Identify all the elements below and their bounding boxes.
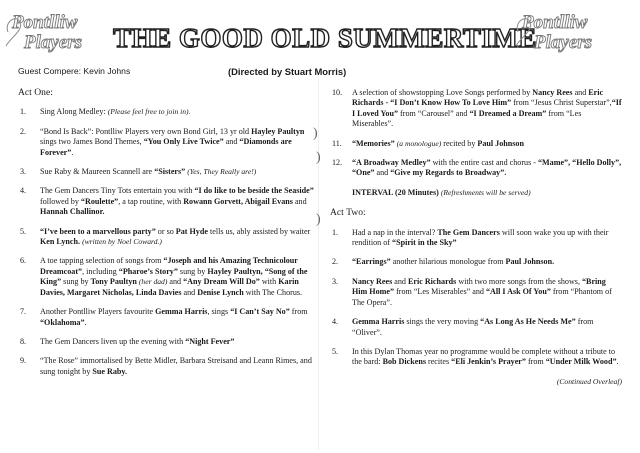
item-text-segment: Bob Dickens: [382, 357, 426, 367]
item-text-segment: with two more songs from the shows,: [456, 276, 582, 286]
programme-item: [330, 139, 622, 149]
item-text-segment: “Spirit in the Sky”: [392, 238, 457, 248]
item-number: 3.: [20, 167, 27, 177]
item-text-segment: “Sisters”: [154, 167, 186, 177]
item-text-segment: from “Les Miserables” and: [394, 287, 486, 297]
interval-label: INTERVAL (20 Minutes): [352, 187, 439, 197]
item-text-segment: Paul Johnson: [477, 138, 524, 148]
item-number: 9.: [20, 356, 27, 366]
item-number: 1.: [332, 227, 339, 237]
item-number: 8.: [20, 336, 27, 346]
fold-mark: ): [313, 126, 318, 141]
page-fold: [318, 80, 319, 450]
logo-line2: Players: [24, 32, 83, 53]
item-text-segment: .: [84, 317, 87, 327]
item-text-segment: “A Broadway Medley”: [352, 158, 431, 168]
item-text-segment: “Bring Him Home”: [352, 276, 606, 297]
item-text-segment: another hilarious monologue from: [390, 257, 506, 267]
programme-item: [18, 127, 318, 158]
item-text-segment: and: [392, 276, 408, 286]
item-text-segment: from “Les Miserables”.: [352, 108, 582, 129]
item-text-segment: Hayley Paultyn, “Song of the King”: [40, 266, 308, 287]
item-text-segment: “All I Ask Of You”: [485, 287, 551, 297]
item-text: [40, 167, 318, 177]
item-text: [352, 257, 622, 267]
item-text-segment: A toe tapping selection of songs from: [40, 256, 164, 266]
logo-line1: Pontlliw: [12, 12, 78, 33]
programme-item: [18, 256, 318, 298]
item-number: 3.: [332, 276, 339, 286]
director-credit: (Directed by Stuart Morris): [228, 66, 347, 77]
item-text-segment: from “Carousel” and: [398, 108, 470, 118]
pontlliw-players-logo-right: [512, 8, 632, 54]
item-text-segment: sung by: [177, 266, 208, 276]
item-text-segment: “Night Fever”: [185, 336, 235, 346]
item-text-segment: .: [616, 357, 619, 367]
item-text-segment: “You Only Live Twice”: [143, 137, 224, 147]
item-text-segment: from: [525, 357, 546, 367]
item-text-segment: from: [289, 307, 308, 317]
item-number: 12.: [332, 158, 343, 168]
programme-item: [18, 337, 318, 347]
continued-note: (Continued Overleaf): [556, 376, 622, 386]
item-text-segment: “I’ve been to a marvellous party”: [40, 226, 156, 236]
right-column: [330, 88, 622, 387]
item-number: 1.: [20, 107, 27, 117]
item-text-segment: Rowann Gorvett, Abigail Evans: [183, 196, 293, 206]
item-text-segment: In this Dylan Thomas year no programme would be complete without a tribute to the bard:: [352, 346, 616, 367]
pontlliw-players-logo-left: [2, 8, 122, 54]
item-text-segment: Sue Raby.: [92, 366, 128, 376]
item-text-segment: “The Rose” immortalised by Bette Midler, Barbara Streisand and Leann Rimes, and sung tonight by: [40, 356, 312, 376]
item-text-segment: with: [259, 277, 279, 287]
item-text-segment: , a tap routine, with: [118, 196, 184, 206]
item-text-segment: and: [292, 196, 307, 206]
interval-note: (Refreshments will be served): [440, 187, 531, 197]
item-text-segment: and: [223, 137, 240, 147]
item-text-segment: “As Long As He Needs Me”: [480, 317, 576, 327]
item-text-segment: Sue Raby & Maureen Scannell are: [40, 167, 155, 177]
item-text-segment: , including: [82, 266, 119, 276]
item-text-segment: recites: [425, 357, 452, 367]
programme-item: [330, 257, 622, 267]
item-text-segment: “Bond Is Back”: Pontlliw Players very own Bond Girl, 13 yr old: [40, 126, 252, 136]
item-text-segment: sung by: [61, 277, 91, 287]
item-text-segment: Sing Along Medley:: [40, 107, 108, 117]
item-text-segment: Gemma Harris: [352, 317, 405, 327]
item-text-segment: Pat Hyde: [175, 226, 208, 236]
programme-item: [18, 107, 318, 117]
item-text-segment: “Roulette”: [80, 196, 119, 206]
item-text-segment: The Gem Dancers Tiny Tots entertain you with: [40, 186, 195, 196]
act-one-list: [18, 107, 318, 377]
item-text: [40, 337, 318, 347]
item-number: 5.: [332, 346, 339, 356]
item-text: [352, 158, 622, 179]
programme-item: [18, 186, 318, 217]
item-text-segment: will soon wake you up with their rendition of: [352, 227, 609, 248]
item-number: 6.: [20, 256, 27, 266]
act-one-cont-list: [330, 88, 622, 179]
fold-mark: ): [316, 212, 321, 227]
programme-item: [18, 227, 318, 248]
item-text: [352, 228, 622, 249]
act-one-column: [18, 88, 318, 386]
item-text-segment: (Yes, They Really are!): [187, 167, 257, 177]
item-text-segment: (Please feel free to join in).: [107, 107, 191, 117]
programme-item: [330, 158, 622, 179]
item-text-segment: from “Jesus Christ Superstar”,: [511, 98, 612, 108]
guest-compere: Guest Compere: Kevin Johns: [18, 66, 131, 76]
item-text-segment: and: [374, 168, 391, 178]
item-text: [40, 256, 318, 298]
show-title-banner: [113, 14, 537, 58]
item-number: 10.: [332, 88, 343, 97]
item-number: 11.: [332, 138, 342, 148]
item-text-segment: “If I Loved You”: [352, 98, 622, 118]
item-text-segment: Denise Lynch: [197, 287, 244, 297]
item-text-segment: sings the very moving: [404, 317, 481, 327]
item-number: 5.: [20, 226, 27, 236]
item-number: 2.: [20, 126, 27, 136]
item-text-segment: Nancy Rees: [532, 88, 573, 97]
item-text-segment: or so: [155, 226, 176, 236]
item-text-segment: Had a nap in the interval?: [352, 227, 438, 237]
item-text-segment: Hayley Paultyn: [251, 126, 305, 136]
item-text-segment: The Gem Dancers: [437, 227, 500, 237]
item-text-segment: “Any Dream Will Do”: [183, 277, 260, 287]
item-text-segment: Hannah Challinor.: [40, 207, 105, 217]
item-number: 4.: [332, 317, 339, 327]
item-text-segment: tells us, ably assisted by waiter: [207, 226, 311, 236]
item-text-segment: Tony Paultyn: [90, 277, 137, 287]
item-text-segment: “Under Milk Wood”: [545, 357, 617, 367]
item-text-segment: “Joseph and his Amazing Technicolour Dreamcoat”: [40, 256, 298, 276]
item-text-segment: followed by: [40, 196, 81, 206]
programme-item: [18, 167, 318, 177]
item-text-segment: Nancy Rees: [352, 276, 393, 286]
item-text-segment: Paul Johnson.: [505, 257, 555, 267]
item-text: [352, 139, 622, 149]
item-text-segment: Eric Richards: [407, 276, 457, 286]
item-text: [40, 107, 318, 117]
item-text-segment: Eric Richards - “I Don’t Know How To Love Him”: [352, 88, 604, 108]
item-text-segment: and: [167, 277, 184, 287]
item-text-segment: “Memories”: [352, 138, 395, 148]
programme-item: [18, 356, 318, 377]
item-text-segment: from “Oliver”.: [352, 317, 594, 337]
programme-item: [330, 317, 622, 338]
item-text-segment: (her dad): [138, 277, 168, 287]
programme-item: [330, 277, 622, 308]
item-text-segment: and: [181, 287, 198, 297]
item-text-segment: “Pharoe’s Story”: [118, 266, 178, 276]
item-text-segment: “I Can’t Say No”: [230, 307, 290, 317]
act-two-heading: Act Two:: [330, 207, 366, 219]
item-text-segment: recited by: [441, 138, 478, 148]
act-one-heading: Act One:: [18, 87, 53, 98]
item-number: 4.: [20, 186, 27, 196]
fold-mark: ): [316, 150, 321, 165]
show-title: THE GOOD OLD SUMMERTIME: [113, 23, 537, 53]
item-text-segment: “I do like to be beside the Seaside”: [194, 186, 314, 196]
item-text-segment: and: [572, 88, 589, 97]
interval-line: [330, 188, 622, 198]
item-text-segment: “Give my Regards to Broadway”.: [390, 168, 507, 178]
item-text-segment: (written by Noel Coward.): [82, 237, 162, 247]
item-text-segment: “I Dreamed a Dream”: [469, 108, 547, 118]
item-text-segment: sings two James Bond Themes,: [40, 137, 144, 147]
item-text-segment: “Earrings”: [352, 257, 391, 267]
item-text-segment: “Mame”, “Hello Dolly”, “One”: [352, 158, 622, 178]
item-text-segment: “Eli Jenkin’s Prayer”: [451, 357, 526, 367]
logo-line1: Pontlliw: [522, 12, 588, 33]
item-text-segment: Another Pontlliw Players favourite: [40, 307, 156, 317]
item-text-segment: with The Chorus.: [243, 287, 303, 297]
item-text-segment: (a monologue): [396, 138, 442, 148]
item-text-segment: The Gem Dancers liven up the evening with: [40, 336, 186, 346]
item-text-segment: Gemma Harris: [155, 307, 208, 317]
item-text: [40, 127, 318, 158]
programme-item: [330, 228, 622, 249]
item-text-segment: “Diamonds are Forever”: [40, 137, 292, 157]
item-text: [352, 347, 622, 368]
item-number: 7.: [20, 307, 27, 317]
item-text-segment: Karin Davies, Margaret Nicholas, Linda Davies: [40, 277, 299, 297]
item-text: [40, 186, 318, 217]
item-text: [352, 277, 622, 308]
item-text-segment: .: [71, 147, 74, 157]
item-text-segment: with the entire cast and chorus -: [430, 158, 538, 168]
item-text: [352, 317, 622, 338]
programme-item: [18, 307, 318, 328]
item-number: 2.: [332, 257, 339, 267]
act-two-list: [330, 228, 622, 368]
item-text: [352, 88, 622, 130]
item-text-segment: “Oklahoma”: [40, 317, 85, 327]
item-text-segment: A selection of showstopping Love Songs performed by: [352, 88, 533, 97]
programme-item: [330, 88, 622, 130]
item-text: [40, 227, 318, 248]
item-text-segment: from “Phantom of The Opera”.: [352, 287, 612, 307]
item-text: [40, 307, 318, 328]
item-text-segment: Ken Lynch.: [40, 237, 81, 247]
item-text-segment: , sings: [207, 307, 231, 317]
item-text: [40, 356, 318, 377]
programme-item: [330, 347, 622, 368]
logo-line2: Players: [534, 32, 593, 53]
